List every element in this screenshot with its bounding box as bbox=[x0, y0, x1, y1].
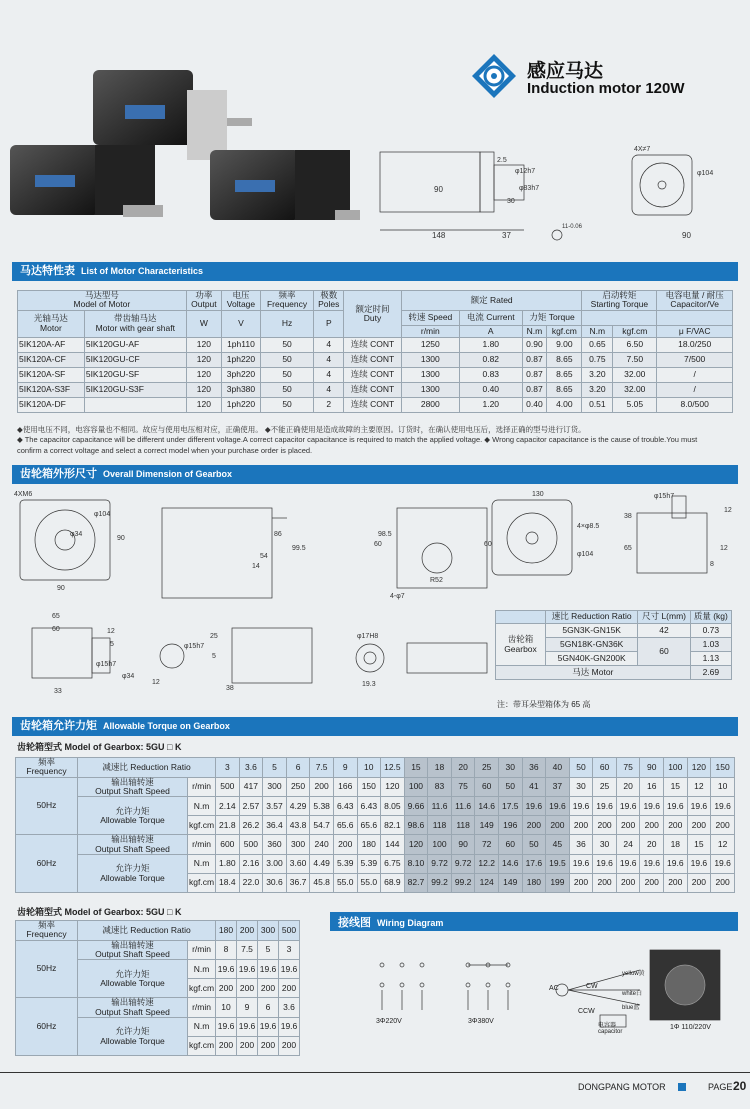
svg-text:4×φ8.5: 4×φ8.5 bbox=[577, 523, 600, 530]
th-output: 功率 Output bbox=[186, 291, 221, 311]
torque-row-50-n: 允许力矩 Allowable Torque N.m 19.6 19.6 19.6 19.6 bbox=[16, 960, 300, 979]
torque-row-60-s: 60Hz 输出轴转速 Output Shaft Speed r/min 10 9 6 3.6 bbox=[16, 998, 300, 1018]
wiring-1ph: 1Φ 110/220V bbox=[670, 1024, 711, 1031]
th-voltage: 电压 Voltage bbox=[222, 291, 261, 311]
svg-text:R52: R52 bbox=[430, 577, 443, 584]
svg-text:99.5: 99.5 bbox=[292, 545, 306, 552]
svg-text:19.3: 19.3 bbox=[362, 681, 376, 688]
weight-table: 速比 Reduction Ratio 尺寸 L(mm) 质量 (kg) 齿轮箱 Gearbox 5GN3K-GN15K 42 0.73 5GN18K-GN36K 60 1.03 5GN40K-GN200K 1.13 马达 Motor 2.69 bbox=[495, 610, 732, 680]
svg-text:33: 33 bbox=[54, 688, 62, 695]
svg-text:38: 38 bbox=[226, 685, 234, 692]
torque-row-60-n: 允许力矩 Allowable Torque N.m 1.80 2.16 3.00 3.60 4.49 5.39 5.39 6.75 8.10 9.72 9.72 12.2 14.6 17.6 19.5 19.6 19.6 19.6 19.6 19.6 19.6 19.6 bbox=[16, 855, 735, 874]
torque-row-60-s: 60Hz 输出轴转速 Output Shaft Speed r/min 600 500 360 300 240 200 180 144 120 100 90 72 60 50 45 36 30 24 20 18 15 12 bbox=[16, 835, 735, 855]
th-gear: 带齿轴马达 Motor with gear shaft bbox=[84, 310, 186, 337]
svg-text:90: 90 bbox=[682, 231, 691, 240]
th-rated: 额定 Rated bbox=[401, 291, 582, 311]
footer-page-number: 20 bbox=[733, 1079, 747, 1093]
svg-text:φ104: φ104 bbox=[577, 551, 594, 558]
svg-text:38: 38 bbox=[624, 513, 632, 520]
footer-square-icon bbox=[678, 1083, 686, 1091]
svg-text:φ104: φ104 bbox=[697, 170, 714, 177]
section-characteristics: 马达特性表 List of Motor Characteristics bbox=[12, 262, 738, 281]
th-cap: 电容电量 / 耐压 Capacitor/Ve bbox=[657, 291, 733, 311]
torque-row-60-n: 允许力矩 Allowable Torque N.m 19.6 19.6 19.6 19.6 bbox=[16, 1018, 300, 1037]
svg-text:90: 90 bbox=[434, 185, 443, 194]
th-freq: 频率 Frequency bbox=[260, 291, 313, 311]
svg-text:90: 90 bbox=[57, 585, 65, 592]
footer-page-label: PAGE bbox=[708, 1082, 733, 1092]
svg-text:5: 5 bbox=[110, 641, 114, 648]
svg-text:φ34: φ34 bbox=[70, 531, 83, 538]
page-title-en: Induction motor 120W bbox=[527, 80, 685, 97]
model-label-2: 齿轮箱型式 Model of Gearbox: 5GU □ K bbox=[17, 907, 182, 917]
table-row: 5IK120A-AF 5IK120GU-AF 120 1ph110 50 4 连续 CONT 1250 1.80 0.90 9.00 0.65 6.50 18.0/250 bbox=[18, 337, 733, 352]
svg-text:φ17H8: φ17H8 bbox=[357, 633, 379, 640]
table-row: 5IK120A-SF 5IK120GU-SF 120 3ph220 50 4 连续 CONT 1300 0.83 0.87 8.65 3.20 32.00 / bbox=[18, 367, 733, 382]
svg-text:5: 5 bbox=[212, 653, 216, 660]
svg-text:φ12h7: φ12h7 bbox=[515, 168, 536, 175]
wiring-cap: 电容器 capacitor bbox=[598, 1023, 623, 1035]
svg-text:4-φ7: 4-φ7 bbox=[390, 593, 405, 600]
svg-text:25: 25 bbox=[210, 633, 218, 640]
note-line1: ◆使用电压不同，电容容量也不相同。故应与使用电压相对应，正确使用。 ◆不能正确使用是造成故障的主要原因。订货时，在确认使用电压后，选择正确的型号进行订货。 bbox=[17, 425, 586, 434]
torque-row-50-s: 50Hz 输出轴转速 Output Shaft Speed r/min 8 7.5 5 3 bbox=[16, 940, 300, 960]
svg-text:37: 37 bbox=[502, 231, 511, 240]
svg-text:8: 8 bbox=[710, 561, 714, 568]
wiring-ccw: CCW bbox=[578, 1008, 595, 1015]
th-start: 启动转矩 Starting Torque bbox=[582, 291, 657, 311]
wiring-yellow: yellow黄 bbox=[622, 971, 645, 977]
torque-header-row: 频率 Frequency 减速比 Reduction Ratio 180 200 300 500 bbox=[16, 921, 300, 941]
svg-text:12: 12 bbox=[152, 679, 160, 686]
torque-row-50-k: kgf.cm 21.8 26.2 36.4 43.8 54.7 65.6 65.6 82.1 98.6 118 118 149 196 200 200 200 200 200 200 200 200 200 bbox=[16, 816, 735, 835]
wiring-3ph220: 3Φ220V bbox=[376, 1018, 402, 1025]
th-poles: 极数 Poles bbox=[314, 291, 344, 311]
torque-table-2 bbox=[15, 920, 300, 1056]
svg-text:φ83h7: φ83h7 bbox=[519, 185, 540, 192]
footer-line bbox=[0, 1072, 750, 1073]
motor-photos bbox=[5, 60, 365, 250]
motor-dimension-drawing bbox=[372, 140, 718, 250]
table-row: 5IK120A-S3F 5IK120GU-S3F 120 3ph380 50 4 连续 CONT 1300 0.40 0.87 8.65 3.20 32.00 / bbox=[18, 382, 733, 397]
torque-row-60-k: kgf.cm 200 200 200 200 bbox=[16, 1037, 300, 1056]
model-label-1: 齿轮箱型式 Model of Gearbox: 5GU □ K bbox=[17, 742, 182, 752]
svg-text:φ15h7: φ15h7 bbox=[654, 493, 675, 500]
section-torque: 齿轮箱允许力矩 Allowable Torque on Gearbox bbox=[12, 717, 738, 736]
svg-text:φ15h7: φ15h7 bbox=[184, 643, 205, 650]
svg-text:30: 30 bbox=[507, 198, 515, 205]
svg-text:148: 148 bbox=[432, 231, 446, 240]
svg-text:98.5: 98.5 bbox=[378, 531, 392, 538]
section-dimension: 齿轮箱外形尺寸 Overall Dimension of Gearbox bbox=[12, 465, 738, 484]
table-row: 5IK120A-DF 120 1ph220 50 2 连续 CONT 2800 1.20 0.40 4.00 0.51 5.05 8.0/500 bbox=[18, 397, 733, 412]
weight-note: 注：带耳朵型箱体为 65 高 bbox=[497, 700, 591, 709]
th-duty: 额定时间 Duty bbox=[344, 291, 401, 338]
torque-header-row: 频率 Frequency 减速比 Reduction Ratio 3 3.6 5 6 7.5 9 10 12.5 15 18 20 25 30 36 40 50 60 75 90 100 120 150 bbox=[16, 758, 735, 778]
torque-row-60-k: kgf.cm 18.4 22.0 30.6 36.7 45.8 55.0 55.0 68.9 82.7 99.2 99.2 124 149 180 199 200 200 200 200 200 200 200 bbox=[16, 874, 735, 893]
svg-text:12: 12 bbox=[724, 507, 732, 514]
svg-text:90: 90 bbox=[117, 535, 125, 542]
wiring-white: white白 bbox=[622, 991, 643, 997]
note-line2: ◆ The capacitor capacitance will be different under different voltage.A correct capacitor capacitance is required to match the applied voltage. ◆ Wrong capacitor capacitance is the cause of trouble.You must bbox=[17, 435, 698, 444]
svg-text:86: 86 bbox=[274, 531, 282, 538]
svg-text:54: 54 bbox=[260, 553, 268, 560]
svg-text:65: 65 bbox=[624, 545, 632, 552]
motor-characteristics-table: 马达型号 Model of Motor 功率 Output 电压 Voltage 频率 Frequency 极数 Poles 额定时间 Duty 额定 Rated 启动转矩 Starting Torque 电容电量 / 耐压 Capacitor/Ve 光轴马达 Motor 带齿轴马达 Motor with gear shaft W V Hz P 转速 Speed 电流 Current 力矩 Torque r/min A N.m kgf.cm N.m kgf.cm μ F/VAC 5IK120A-AF 5IK120GU-AF 120 1ph110 50 4 连续 CONT 1250 1.80 0.90 9.00 0.65 6.50 18.0/250 5IK120A-CF 5IK120GU-CF 120 1ph220 50 4 连续 CONT 1300 0.82 0.87 8.65 0.75 7.50 7/500 5IK120A-SF 5IK120GU-SF 120 3ph220 50 4 连续 CONT 1300 0.83 0.87 8.65 3.20 32.00 / 5IK120A-S3F 5IK120GU-S3F 120 3ph380 50 4 连续 CONT 1300 0.40 0.87 8.65 3.20 32.00 / 5IK120A-DF 120 1ph220 50 2 连续 CONT 2800 1.20 0.40 4.00 0.51 5.05 8.0/500 bbox=[17, 290, 733, 413]
svg-text:60: 60 bbox=[484, 541, 492, 548]
svg-text:60: 60 bbox=[374, 541, 382, 548]
svg-text:12: 12 bbox=[720, 545, 728, 552]
th-model: 马达型号 Model of Motor bbox=[18, 291, 187, 311]
wiring-ac: AC bbox=[549, 985, 559, 992]
torque-row-50-s: 50Hz 输出轴转速 Output Shaft Speed r/min 500 417 300 250 200 166 150 120 100 83 75 60 50 41 37 30 25 20 16 15 12 10 bbox=[16, 777, 735, 797]
svg-text:φ34: φ34 bbox=[122, 673, 135, 680]
note-line3: confirm a correct voltage and select a correct model when your purchase order is placed. bbox=[17, 446, 313, 455]
svg-text:14: 14 bbox=[252, 563, 260, 570]
section-wiring: 接线图 Wiring Diagram bbox=[330, 912, 738, 931]
svg-text:65: 65 bbox=[52, 613, 60, 620]
svg-text:φ15h7: φ15h7 bbox=[96, 661, 117, 668]
footer-brand: DONGPANG MOTOR bbox=[578, 1082, 666, 1092]
svg-text:4X≠7: 4X≠7 bbox=[634, 146, 651, 153]
th-shaft: 光轴马达 Motor bbox=[18, 310, 85, 337]
wiring-cw: CW bbox=[586, 983, 598, 990]
torque-row-50-k: kgf.cm 200 200 200 200 bbox=[16, 979, 300, 998]
page-title-zh: 感应马达 bbox=[527, 61, 604, 82]
svg-text:60: 60 bbox=[52, 626, 60, 633]
table-row: 5IK120A-CF 5IK120GU-CF 120 1ph220 50 4 连续 CONT 1300 0.82 0.87 8.65 0.75 7.50 7/500 bbox=[18, 352, 733, 367]
svg-text:130: 130 bbox=[532, 491, 544, 498]
torque-row-50-n: 允许力矩 Allowable Torque N.m 2.14 2.57 3.57 4.29 5.38 6.43 6.43 8.05 9.66 11.6 11.6 14.6 17.5 19.6 19.6 19.6 19.6 19.6 19.6 19.6 19.6 19.6 bbox=[16, 797, 735, 816]
logo bbox=[470, 52, 518, 100]
wiring-blue: blue蓝 bbox=[622, 1005, 640, 1011]
svg-text:12: 12 bbox=[107, 628, 115, 635]
svg-text:2.5: 2.5 bbox=[497, 157, 507, 164]
wiring-3ph380: 3Φ380V bbox=[468, 1018, 494, 1025]
svg-text:11-0.06: 11-0.06 bbox=[562, 224, 582, 230]
svg-text:φ104: φ104 bbox=[94, 511, 111, 518]
svg-text:4XM6: 4XM6 bbox=[14, 491, 33, 498]
torque-table-1 bbox=[15, 757, 735, 893]
